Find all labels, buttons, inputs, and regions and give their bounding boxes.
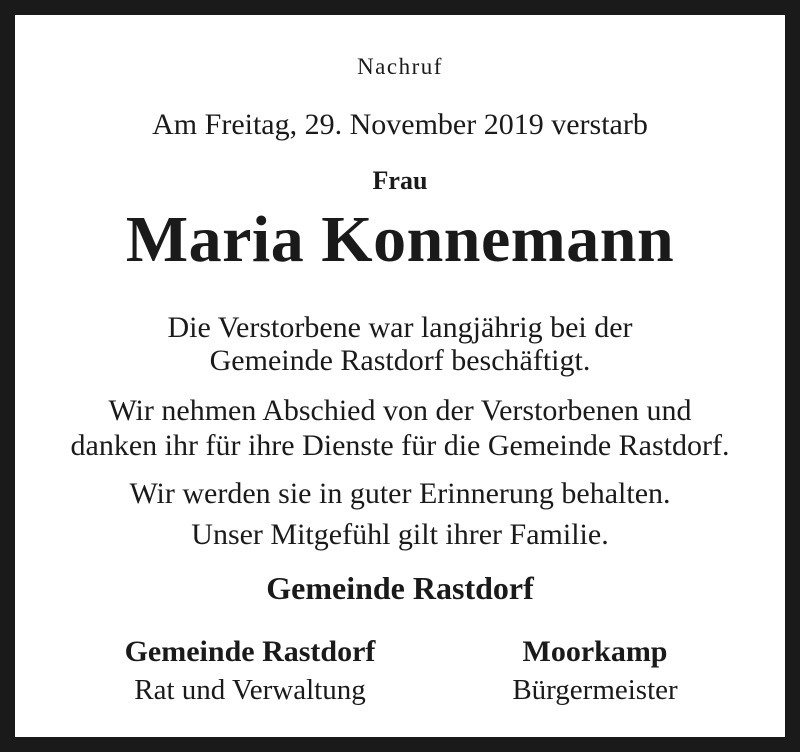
signature-left-subtitle: Rat und Verwaltung: [134, 674, 366, 706]
organization-name: Gemeinde Rastdorf: [266, 570, 534, 606]
body-line: danken ihr für ihre Dienste für die Gemeinde Rastdorf.: [70, 429, 730, 462]
notice-heading: Nachruf: [357, 54, 443, 79]
body-line: Unser Mitgefühl gilt ihrer Familie.: [191, 518, 609, 551]
salutation: Frau: [372, 166, 428, 195]
body-line: Wir nehmen Abschied von der Verstorbenen und: [108, 394, 692, 427]
signature-right-title: Moorkamp: [522, 635, 668, 668]
body-line: Die Verstorbene war langjährig bei der: [167, 311, 633, 344]
body-line: Wir werden sie in guter Erinnerung behalten.: [129, 477, 671, 510]
signature-left-title: Gemeinde Rastdorf: [124, 635, 376, 668]
signature-right-subtitle: Bürgermeister: [512, 674, 678, 706]
deceased-name: Maria Konnemann: [125, 203, 675, 276]
death-date-intro: Am Freitag, 29. November 2019 verstarb: [152, 108, 648, 141]
body-line: Gemeinde Rastdorf beschäftigt.: [209, 344, 591, 377]
